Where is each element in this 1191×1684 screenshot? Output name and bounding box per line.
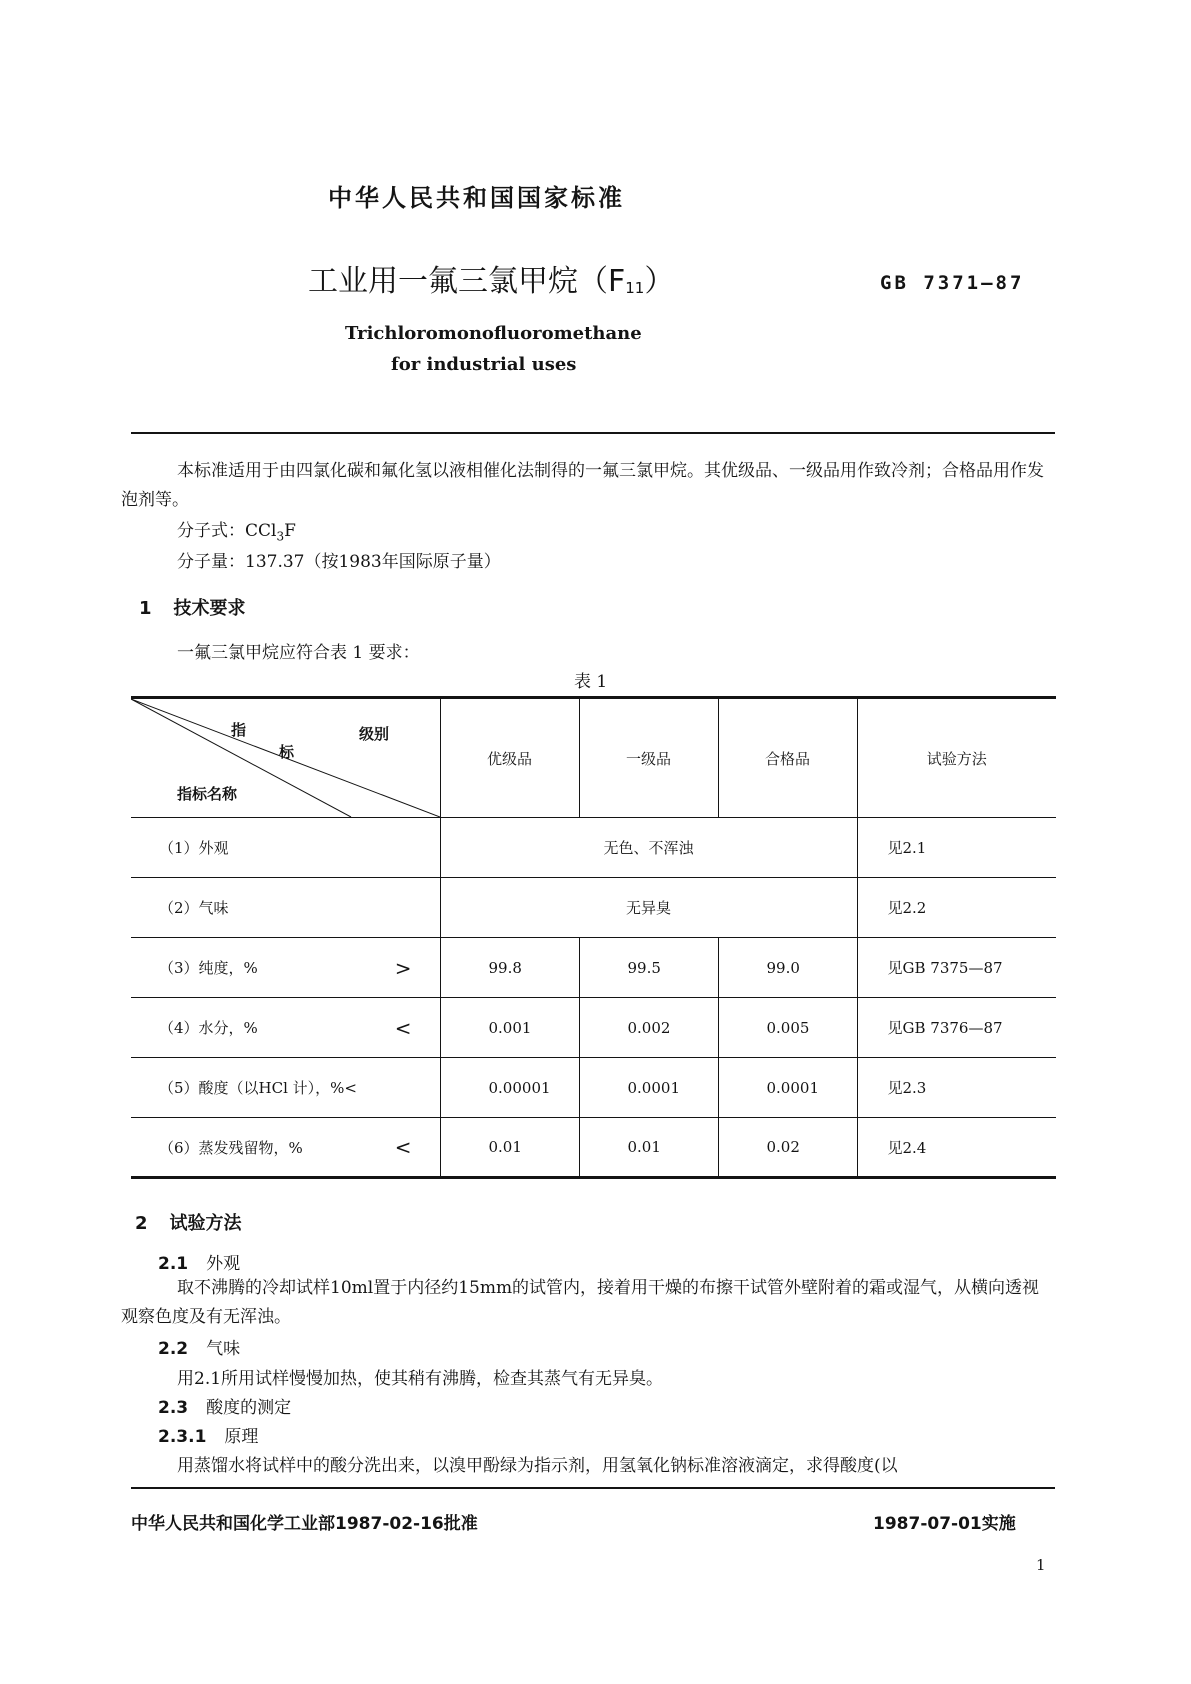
table-row <box>131 878 1056 938</box>
title-main: 工业用一氟三氯甲烷（F <box>308 264 626 299</box>
section-1-heading <box>139 594 246 620</box>
subsection-2-1-title: 外观 <box>206 1254 241 1274</box>
value-premium: 0.01 <box>440 1118 579 1178</box>
value-qualified: 0.0001 <box>718 1058 857 1118</box>
value-premium: 0.001 <box>440 998 579 1058</box>
spec-table <box>131 696 1056 1179</box>
section-2-number: 2 <box>135 1213 148 1234</box>
value-qualified: 0.02 <box>718 1118 857 1178</box>
row-method: 见2.2 <box>857 878 1056 938</box>
row-name: （2）气味 <box>131 878 440 938</box>
value-premium: 0.00001 <box>440 1058 579 1118</box>
header-qualified: 合格品 <box>718 698 857 818</box>
merged-value: 无色、不浑浊 <box>440 818 857 878</box>
value-first-grade: 0.01 <box>579 1118 718 1178</box>
table-row <box>131 1058 1056 1118</box>
value-first-grade: 99.5 <box>579 938 718 998</box>
section-1-title: 技术要求 <box>173 598 246 619</box>
row-name-cell <box>131 1118 440 1178</box>
subsection-2-3-1-title: 原理 <box>224 1427 259 1447</box>
row-method: 见GB 7376—87 <box>857 998 1056 1058</box>
title-end: ） <box>644 264 675 299</box>
comparison-symbol: < <box>394 1015 412 1040</box>
table-header-row <box>131 698 1056 818</box>
section-2-heading <box>135 1209 242 1235</box>
subsection-2-1-text: 取不沸腾的冷却试样10ml置于内径约15mm的试管内，接着用干燥的布擦干试管外壁附着的霜或湿气，从横向透视观察色度及有无浑浊。 <box>121 1278 1040 1327</box>
page-number: 1 <box>1036 1556 1046 1574</box>
scope-paragraph: 本标准适用于由四氯化碳和氟化氢以液相催化法制得的一氟三氯甲烷。其优级品、一级品用作致冷剂；合格品用作发泡剂等。 <box>121 461 1044 510</box>
row-method: 见2.1 <box>857 818 1056 878</box>
table-caption: 表 1 <box>574 672 608 692</box>
subsection-2-3-1-number: 2.3.1 <box>158 1427 207 1447</box>
merged-value: 无异臭 <box>440 878 857 938</box>
section-2-title: 试验方法 <box>169 1213 242 1234</box>
subsection-2-3-1-text: 用蒸馏水将试样中的酸分洗出来，以溴甲酚绿为指示剂，用氢氧化钠标准溶液滴定，求得酸度(以 <box>177 1456 898 1476</box>
row-method: 见2.4 <box>857 1118 1056 1178</box>
subsection-2-3-1-heading <box>158 1422 258 1447</box>
table-row <box>131 818 1056 878</box>
subsection-2-2-heading <box>158 1334 240 1359</box>
row-method: 见2.3 <box>857 1058 1056 1118</box>
value-first-grade: 0.002 <box>579 998 718 1058</box>
subsection-2-1-heading <box>158 1249 240 1274</box>
english-title-line-2: for industrial uses <box>391 354 577 375</box>
organization-heading: 中华人民共和国国家标准 <box>328 184 625 212</box>
diag-label-grade: 级别 <box>359 725 390 743</box>
formula-end: F <box>284 521 296 541</box>
formula-subscript: 3 <box>276 529 285 544</box>
diag-label-name: 指标名称 <box>177 785 238 803</box>
diag-label-biao: 标 <box>279 743 295 761</box>
footer-rule <box>131 1487 1055 1489</box>
header-test-method: 试验方法 <box>857 698 1056 818</box>
subsection-2-1-number: 2.1 <box>158 1254 189 1274</box>
standard-number: GB 7371—87 <box>880 272 1025 294</box>
header-first-grade: 一级品 <box>579 698 718 818</box>
diag-label-zhi: 指 <box>231 721 247 739</box>
section-1-number: 1 <box>139 598 152 619</box>
table-row <box>131 998 1056 1058</box>
row-method: 见GB 7375—87 <box>857 938 1056 998</box>
subsection-2-2-number: 2.2 <box>158 1339 189 1359</box>
approval-note: 中华人民共和国化学工业部1987-02-16批准 <box>131 1514 478 1534</box>
header-rule <box>131 432 1055 434</box>
molecular-mass: 分子量：137.37（按1983年国际原子量） <box>177 552 501 572</box>
value-qualified: 0.005 <box>718 998 857 1058</box>
row-name: （6）蒸发残留物，% <box>159 1138 303 1157</box>
comparison-symbol: < <box>394 1135 412 1159</box>
subsection-2-2-text: 用2.1所用试样慢慢加热，使其稍有沸腾，检查其蒸气有无异臭。 <box>177 1369 664 1389</box>
subsection-2-3-title: 酸度的测定 <box>206 1398 292 1418</box>
molecular-formula <box>177 516 296 543</box>
header-premium: 优级品 <box>440 698 579 818</box>
formula-label: 分子式： <box>177 521 245 541</box>
row-name: （1）外观 <box>131 818 440 878</box>
subsection-2-3-number: 2.3 <box>158 1398 189 1418</box>
section-1-text: 一氟三氯甲烷应符合表 1 要求： <box>177 643 420 663</box>
implementation-date: 1987-07-01实施 <box>873 1514 1016 1534</box>
formula-main: CCl <box>245 521 277 541</box>
value-first-grade: 0.0001 <box>579 1058 718 1118</box>
subsection-2-3-heading <box>158 1393 291 1418</box>
document-title <box>308 256 674 300</box>
row-name-cell <box>131 938 440 998</box>
english-title-line-1: Trichloromonofluoromethane <box>345 323 642 344</box>
diagonal-header-cell <box>131 698 440 818</box>
title-subscript: 11 <box>625 279 645 297</box>
value-qualified: 99.0 <box>718 938 857 998</box>
subsection-2-2-title: 气味 <box>206 1339 241 1359</box>
row-name: （4）水分，% <box>159 1019 258 1037</box>
row-name: （3）纯度，% <box>159 959 258 977</box>
table-row <box>131 938 1056 998</box>
diagonal-line-2 <box>131 699 351 817</box>
value-premium: 99.8 <box>440 938 579 998</box>
row-name: （5）酸度（以HCl 计），%< <box>131 1058 440 1118</box>
comparison-symbol: > <box>394 955 412 980</box>
table-row <box>131 1118 1056 1178</box>
row-name-cell <box>131 998 440 1058</box>
